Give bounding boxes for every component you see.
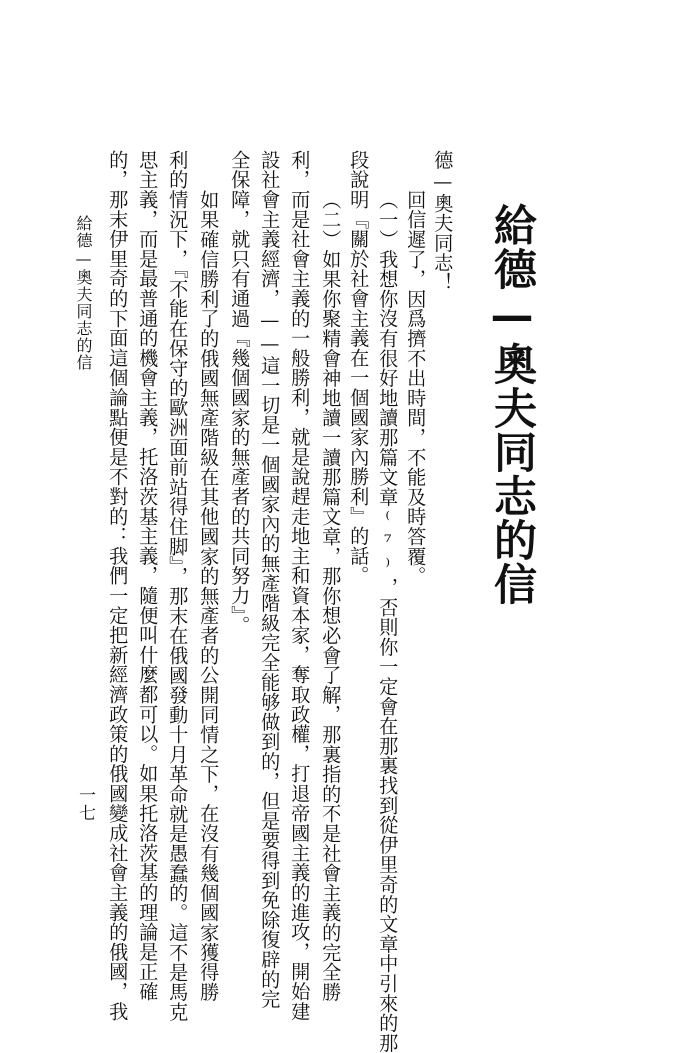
body-column: 利，而是社會主義的一般勝利，就是說趕走地主和資本家，奪取政權，打退帝國主義的進攻，開始建 — [288, 150, 312, 1022]
body-column: 利的情況下，『不能在保守的歐洲面前站得住脚』，那末在俄國發動十月革命就是愚蠢的。這不是馬克 — [166, 150, 190, 1022]
body-column: 全保障，就只有通過『幾個國家的無產者的共同努力』。 — [228, 150, 252, 636]
body-column: 段說明『關於社會主義在一個國家內勝利』的話。 — [347, 150, 371, 586]
body-column: 的，那末伊里奇的下面這個論點便是不對的：我們一定把新經濟政策的俄國變成社會主義的俄國，我 — [106, 150, 130, 1022]
running-head: 給德—奧夫同志的信 — [74, 215, 93, 371]
letter-salutation: 德—奧夫同志！ — [431, 150, 455, 293]
page-number: 一七 — [75, 786, 95, 822]
body-column: 回信遲了，因爲擠不出時間，不能及時答覆。 — [404, 190, 428, 586]
body-column: 思主義，而是最普通的機會主義，托洛茨基主義，隨便叫什麼都可以。如果托洛茨基的理論是正確 — [136, 150, 160, 1002]
body-column: （一）我想你沒有很好地讀那篇文章⁽⁷⁾，否則你一定會在那裏找到從伊里奇的文章中引來的那 — [376, 190, 400, 1053]
body-column: 設社會主義經濟，——這一切是一個國家內的無產階級完全能够做到的，但是要得到免除復辟的完 — [258, 150, 282, 1009]
body-column: （二）如果你聚精會神地讀一讀那篇文章，那你想必會了解，那裏指的不是社會主義的完全勝 — [319, 190, 343, 1002]
letter-title: 給德—奧夫同志的信 — [487, 203, 537, 606]
body-column: 如果確信勝利了的俄國無產階級在其他國家的無產者的公開同情之下，在沒有幾個國家獲得勝 — [197, 190, 221, 1002]
